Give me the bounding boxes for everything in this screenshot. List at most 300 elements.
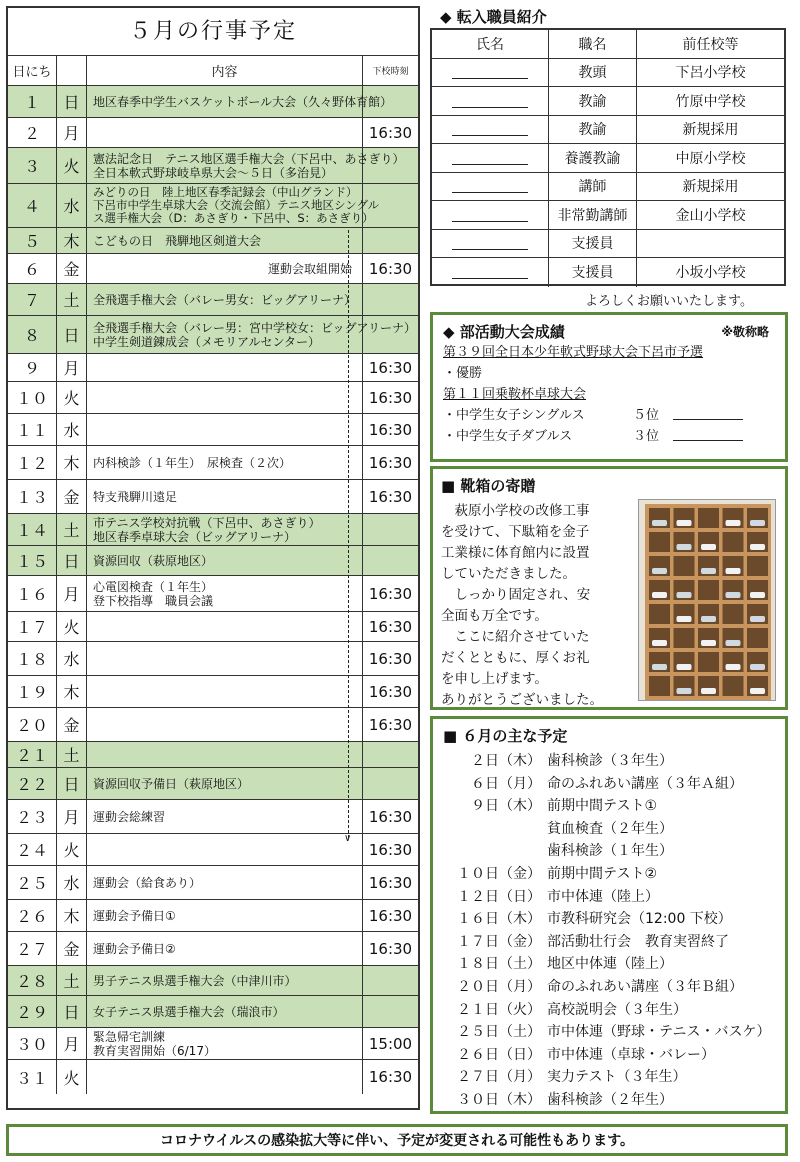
tournament-2-result — [443, 426, 775, 447]
rack-cell — [747, 628, 768, 648]
may-title: ５月の行事予定 — [8, 8, 418, 56]
header-dow — [57, 56, 87, 85]
row-events — [87, 742, 363, 767]
row-dow: 月 — [57, 354, 87, 381]
row-events — [87, 446, 363, 479]
rack-cell — [698, 580, 719, 600]
shoe-icon — [701, 640, 716, 646]
row-time: 16:30 — [368, 388, 413, 407]
row-dow: 日 — [57, 86, 87, 117]
row-day: １９ — [8, 676, 57, 707]
june-row — [443, 818, 775, 841]
row-events — [87, 1028, 363, 1059]
row-day: １３ — [8, 480, 57, 513]
june-event: 前期中間テスト② — [547, 865, 657, 882]
june-date: ２１日（火） — [457, 1001, 541, 1018]
june-event: 市中体連（卓球・バレー） — [547, 1046, 715, 1063]
may-row — [8, 514, 418, 546]
may-row — [8, 676, 418, 708]
event-text: 男子テニス県選手権大会（中津川市） — [93, 973, 297, 988]
row-day: １６ — [8, 576, 57, 611]
rack-cell — [698, 652, 719, 672]
row-dow: 日 — [57, 546, 87, 575]
row-time: 16:30 — [368, 1068, 413, 1086]
may-schedule-table — [6, 6, 420, 1110]
staff-row — [432, 59, 784, 88]
event-text: 登下校指導 職員会議 — [93, 593, 214, 608]
event-text: 運動会（給食あり） — [93, 875, 202, 890]
june-row — [443, 863, 775, 886]
staff-row — [432, 258, 784, 287]
event-text: 内科検診（１年生） 尿検査（２次） — [93, 455, 292, 470]
tournament-1-result: ・優勝 — [443, 366, 483, 381]
row-day: １５ — [8, 546, 57, 575]
row-day: ２０ — [8, 708, 57, 741]
row-time: 16:30 — [368, 259, 413, 278]
june-row — [443, 908, 775, 931]
sports-day-prep-arrow — [348, 230, 350, 838]
may-row — [8, 1028, 418, 1060]
rack-cell — [649, 532, 670, 552]
staff-position: 教諭 — [549, 87, 637, 115]
june-row — [443, 795, 775, 818]
june-date: ２０日（月） — [457, 978, 541, 995]
event-text: 資源回収予備日（萩原地区） — [93, 776, 250, 791]
june-row — [443, 999, 775, 1022]
staff-name — [432, 116, 549, 144]
club-title: ◆ 部活動大会成績 — [443, 323, 565, 341]
june-row — [443, 953, 775, 976]
event-text: 中学生剣道錬成会（メモリアルセンター） — [93, 334, 321, 349]
row-day: ６ — [8, 254, 57, 283]
june-date: ２５日（土） — [457, 1024, 541, 1041]
rack-cell — [674, 628, 695, 648]
name-blank — [452, 65, 528, 79]
row-dow: 土 — [57, 514, 87, 545]
row-dow: 金 — [57, 480, 87, 513]
row-events — [87, 184, 380, 227]
name-blank — [452, 94, 528, 108]
row-day: ２６ — [8, 900, 57, 931]
june-event: 命のふれあい講座（３年Ａ組） — [547, 775, 743, 792]
row-time: 16:30 — [368, 715, 413, 734]
row-time: 16:30 — [368, 939, 413, 958]
staff-name — [432, 258, 549, 287]
staff-previous: 新規採用 — [682, 122, 739, 139]
row-dow: 火 — [57, 834, 87, 865]
row-dow: 月 — [57, 118, 87, 147]
row-dow: 木 — [57, 676, 87, 707]
name-blank — [452, 265, 528, 279]
row-events — [87, 866, 363, 899]
june-event: 命のふれあい講座（３年Ｂ組） — [547, 978, 743, 995]
shoe-icon — [726, 520, 741, 526]
row-time: 16:30 — [368, 873, 413, 892]
staff-name — [432, 201, 549, 229]
june-date: ６日（月） — [471, 775, 541, 792]
row-events — [87, 676, 363, 707]
row-day: ３０ — [8, 1028, 57, 1059]
june-row — [443, 1021, 775, 1044]
rack-cell — [723, 676, 744, 696]
event-text: 運動会予備日② — [93, 941, 176, 956]
event-text: 運動会総練習 — [93, 809, 166, 824]
row-day: ２５ — [8, 866, 57, 899]
event-text: 憲法記念日 テニス地区選手権大会（下呂中、あさぎり） — [93, 151, 405, 166]
may-row — [8, 800, 418, 834]
row-dow: 日 — [57, 316, 87, 353]
may-rows — [8, 86, 418, 1094]
staff-position: 講師 — [549, 173, 637, 201]
shoe-icon — [750, 664, 765, 670]
shoe-text-line: 全面も万全です。 — [441, 608, 548, 624]
shoe-icon — [701, 616, 716, 622]
shoe-title: ■ 靴箱の寄贈 — [441, 477, 536, 495]
shoe-icon — [750, 616, 765, 622]
staff-previous: 竹原中学校 — [675, 93, 746, 110]
row-dow: 水 — [57, 414, 87, 445]
name-blank — [452, 236, 528, 250]
covid-notice: コロナウイルスの感染拡大等に伴い、予定が変更される可能性もあります。 — [6, 1124, 788, 1156]
may-row — [8, 118, 418, 148]
row-time — [363, 996, 418, 1027]
row-events — [87, 768, 363, 799]
club-results-box — [430, 312, 788, 462]
shoe-icon — [677, 520, 692, 526]
row-dow: 日 — [57, 768, 87, 799]
row-events — [87, 148, 405, 183]
row-dow: 木 — [57, 228, 87, 253]
event-text: 全飛選手権大会（バレー男女：ビッグアリーナ） — [93, 292, 357, 307]
row-dow: 火 — [57, 1060, 87, 1094]
shoe-text-line: していただきました。 — [441, 566, 576, 582]
shoe-icon — [652, 664, 667, 670]
row-dow: 水 — [57, 866, 87, 899]
row-events — [87, 118, 363, 147]
row-day: １７ — [8, 612, 57, 641]
tournament-2-result — [443, 405, 775, 426]
result-rank: ３位 — [632, 429, 659, 444]
shoe-text-line: 工業様に体育館内に設置 — [441, 545, 590, 561]
rack-cell — [698, 508, 719, 528]
shoe-box-donation — [430, 466, 788, 710]
june-event: 部活動壮行会 教育実習終了 — [547, 933, 729, 950]
row-day: １８ — [8, 642, 57, 675]
row-time: 16:30 — [368, 584, 413, 603]
shoe-text-line: だくとともに、厚くお礼 — [441, 650, 590, 666]
event-text: 全日本軟式野球岐阜県大会～５日（多治見） — [93, 165, 334, 180]
staff-previous: 下呂小学校 — [675, 65, 746, 82]
row-day: １１ — [8, 414, 57, 445]
row-time: 15:00 — [368, 1034, 413, 1053]
row-day: ７ — [8, 284, 57, 315]
event-text: こどもの日 飛騨地区剣道大会 — [93, 233, 262, 248]
row-time — [363, 514, 418, 545]
staff-name — [432, 59, 549, 87]
row-dow: 月 — [57, 576, 87, 611]
june-event: 前期中間テスト① — [547, 798, 657, 815]
staff-row — [432, 230, 784, 259]
may-row — [8, 932, 418, 966]
rack-cell — [649, 676, 670, 696]
staff-position: 非常勤講師 — [549, 201, 637, 229]
may-row — [8, 480, 418, 514]
staff-previous: 中原小学校 — [675, 150, 746, 167]
june-date: １８日（土） — [457, 956, 541, 973]
row-dow: 金 — [57, 708, 87, 741]
event-text: 全飛選手権大会（バレー男：宮中学校女：ビッグアリーナ） — [93, 320, 417, 335]
blank-line — [673, 405, 743, 420]
shoe-text — [441, 501, 641, 711]
shoe-icon — [750, 520, 765, 526]
row-dow: 金 — [57, 254, 87, 283]
tournament-2: 第１１回乗鞍杯卓球大会 — [443, 387, 587, 402]
row-time — [363, 228, 418, 253]
shoe-icon — [726, 568, 741, 574]
row-events — [87, 254, 363, 283]
row-events — [87, 932, 363, 965]
shoe-icon — [652, 520, 667, 526]
june-row — [443, 931, 775, 954]
row-day: １４ — [8, 514, 57, 545]
shoe-icon — [652, 568, 667, 574]
row-events — [87, 708, 363, 741]
row-events — [87, 414, 363, 445]
staff-row — [432, 87, 784, 116]
may-row — [8, 900, 418, 932]
staff-closing: よろしくお願いいたします。 — [585, 294, 753, 309]
staff-header-previous: 前任校等 — [682, 36, 739, 53]
staff-position: 教頭 — [549, 59, 637, 87]
row-events — [87, 966, 363, 995]
may-row — [8, 382, 418, 414]
rack-cell — [674, 556, 695, 576]
row-dow: 土 — [57, 742, 87, 767]
may-header-row — [8, 56, 418, 86]
june-event: 高校説明会（３年生） — [547, 1001, 687, 1018]
blank-line — [673, 426, 743, 441]
row-time: 16:30 — [368, 807, 413, 826]
may-row — [8, 546, 418, 576]
june-event: 歯科検診（２年生） — [547, 1091, 673, 1108]
may-row — [8, 86, 418, 118]
june-event: 実力テスト（３年生） — [547, 1069, 687, 1086]
june-date — [443, 818, 547, 841]
row-day: ３ — [8, 148, 57, 183]
name-blank — [452, 208, 528, 222]
may-row — [8, 966, 418, 996]
shoe-rack-photo — [638, 499, 776, 701]
row-time: 16:30 — [368, 123, 413, 142]
event-text: みどりの日 陸上地区春季記録会（中山グランド） — [93, 185, 358, 199]
row-day: ２２ — [8, 768, 57, 799]
may-row — [8, 254, 418, 284]
shoe-icon — [701, 688, 716, 694]
row-dow: 土 — [57, 284, 87, 315]
staff-header-position: 職名 — [549, 30, 637, 58]
june-date: １２日（日） — [457, 888, 541, 905]
shoe-icon — [677, 544, 692, 550]
may-row — [8, 414, 418, 446]
june-date: ２日（木） — [471, 753, 541, 769]
june-date: ３０日（木） — [457, 1091, 541, 1108]
row-events — [87, 612, 363, 641]
name-blank — [452, 122, 528, 136]
june-list — [443, 750, 775, 1112]
event-text: 運動会取組開始 — [267, 261, 352, 276]
shoe-icon — [726, 640, 741, 646]
staff-name — [432, 144, 549, 172]
row-day: ２７ — [8, 932, 57, 965]
june-date: １０日（金） — [457, 865, 541, 882]
row-events — [87, 834, 363, 865]
june-row — [443, 1044, 775, 1067]
event-text: 市テニス学校対抗戦（下呂中、あさぎり） — [93, 515, 321, 530]
staff-rows — [432, 59, 784, 287]
tournament-1: 第３９回全日本少年軟式野球大会下呂市予選 — [443, 345, 704, 360]
staff-position: 教諭 — [549, 116, 637, 144]
row-dow: 月 — [57, 800, 87, 833]
shoe-icon — [677, 688, 692, 694]
shoe-icon — [750, 544, 765, 550]
name-blank — [452, 151, 528, 165]
staff-header-row — [432, 30, 784, 59]
shoe-icon — [652, 640, 667, 646]
event-text: ス選手権大会（D：あさぎり・下呂中、S：あさぎり） — [93, 211, 374, 225]
june-date: １７日（金） — [457, 933, 541, 950]
row-time: 16:30 — [368, 649, 413, 668]
may-row — [8, 612, 418, 642]
row-day: １２ — [8, 446, 57, 479]
may-row — [8, 866, 418, 900]
row-time — [363, 966, 418, 995]
row-dow: 水 — [57, 642, 87, 675]
rack-cell — [649, 604, 670, 624]
may-row — [8, 316, 418, 354]
row-events — [87, 316, 417, 353]
staff-row — [432, 144, 784, 173]
shoe-icon — [677, 592, 692, 598]
june-row — [443, 976, 775, 999]
row-time: 16:30 — [368, 487, 413, 506]
row-time — [363, 742, 418, 767]
june-row — [443, 750, 775, 773]
row-events — [87, 284, 363, 315]
row-events — [87, 86, 393, 117]
may-row — [8, 1060, 418, 1094]
june-row — [443, 773, 775, 796]
event-text: 女子テニス県選手権大会（瑞浪市） — [93, 1004, 285, 1019]
shoe-rack-illustration — [639, 500, 776, 701]
staff-table — [430, 28, 786, 286]
row-day: ２８ — [8, 966, 57, 995]
shoe-icon — [726, 592, 741, 598]
row-events — [87, 546, 363, 575]
may-row — [8, 184, 418, 228]
may-row — [8, 228, 418, 254]
row-events — [87, 514, 363, 545]
staff-section-title: ◆ 転入職員紹介 — [440, 8, 547, 26]
event-text: 地区春季中学生バスケットボール大会（久々野体育館） — [93, 94, 393, 109]
may-row — [8, 148, 418, 184]
staff-previous — [637, 230, 784, 258]
june-date: １６日（木） — [457, 911, 541, 928]
staff-name — [432, 87, 549, 115]
staff-previous: 小坂小学校 — [675, 265, 746, 282]
june-row — [443, 1089, 775, 1112]
june-event: 市中体連（野球・テニス・バスケ） — [547, 1024, 771, 1041]
june-event: 歯科検診（３年生） — [547, 753, 673, 769]
shoe-icon — [652, 592, 667, 598]
row-events — [87, 800, 363, 833]
may-row — [8, 742, 418, 768]
rack-cell — [747, 556, 768, 576]
row-events — [87, 996, 363, 1027]
june-date: ２７日（月） — [457, 1069, 541, 1086]
staff-row — [432, 201, 784, 230]
shoe-icon — [750, 592, 765, 598]
shoe-text-line: 萩原小学校の改修工事 — [441, 503, 590, 519]
rack-cell — [723, 604, 744, 624]
june-date: ２６日（日） — [457, 1046, 541, 1063]
row-time — [363, 284, 418, 315]
row-events — [87, 900, 363, 931]
may-row — [8, 642, 418, 676]
row-day: ５ — [8, 228, 57, 253]
header-day: 日にち — [8, 56, 57, 85]
row-events — [87, 1060, 363, 1094]
shoe-icon — [677, 664, 692, 670]
row-day: ８ — [8, 316, 57, 353]
row-time: 16:30 — [368, 906, 413, 925]
row-day: ３１ — [8, 1060, 57, 1094]
staff-position: 支援員 — [549, 230, 637, 258]
row-dow: 火 — [57, 612, 87, 641]
may-row — [8, 284, 418, 316]
event-text: 地区春季卓球大会（ビッグアリーナ） — [93, 529, 297, 544]
row-dow: 金 — [57, 932, 87, 965]
row-day: ２４ — [8, 834, 57, 865]
result-event: ・中学生女子ダブルス — [443, 429, 573, 444]
may-row — [8, 354, 418, 382]
row-dow: 日 — [57, 996, 87, 1027]
row-events — [87, 642, 363, 675]
staff-position: 支援員 — [549, 258, 637, 287]
staff-name — [432, 173, 549, 201]
row-time: 16:30 — [368, 358, 413, 377]
shoe-text-line: しっかり固定され、安 — [441, 587, 591, 603]
rack-cell — [723, 532, 744, 552]
may-row — [8, 834, 418, 866]
row-time — [363, 184, 418, 227]
row-events — [87, 382, 363, 413]
row-events — [87, 576, 363, 611]
row-time — [363, 148, 418, 183]
june-event: 市中体連（陸上） — [547, 888, 659, 905]
row-day: ２３ — [8, 800, 57, 833]
result-rank: ５位 — [632, 408, 659, 423]
shoe-text-line: を受けて、下駄箱を金子 — [441, 524, 590, 540]
row-time — [363, 546, 418, 575]
may-row — [8, 768, 418, 800]
row-day: １ — [8, 86, 57, 117]
row-day: ２ — [8, 118, 57, 147]
row-dow: 水 — [57, 184, 87, 227]
club-note: ※敬称略 — [721, 325, 769, 339]
row-dow: 月 — [57, 1028, 87, 1059]
event-text: 特支飛騨川遠足 — [93, 489, 178, 504]
june-date — [443, 840, 547, 863]
